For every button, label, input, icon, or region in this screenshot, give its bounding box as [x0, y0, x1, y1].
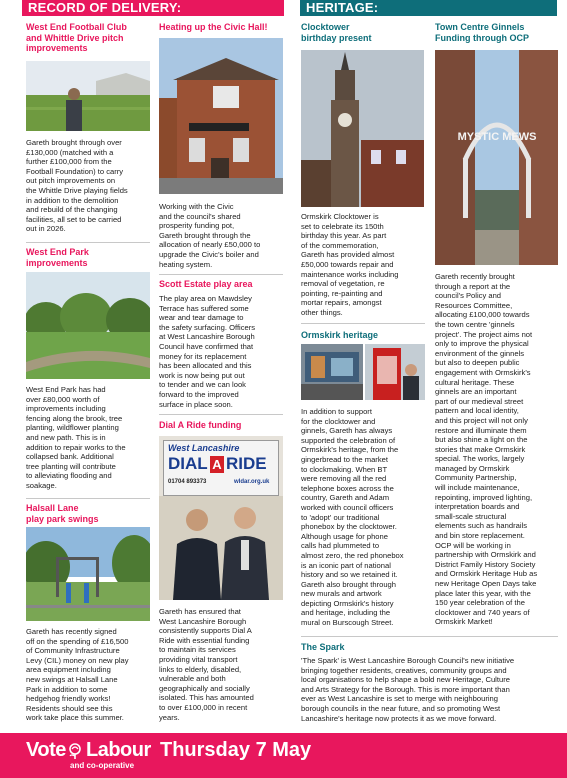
body-line: to 'adopt' our traditional	[301, 512, 380, 522]
sign-text-line-1: West Lancashire	[168, 443, 240, 453]
body-line: council's Policy and	[435, 291, 502, 301]
body-line: prosperity funding pot,	[159, 221, 235, 231]
civic-hall-body	[159, 202, 285, 269]
body-line: mural on Burscough Street.	[301, 618, 394, 628]
coop-name: co-operative	[86, 761, 135, 770]
west-end-park-heading	[26, 247, 150, 268]
body-line: heating system.	[159, 259, 213, 269]
whittle-drive-body	[26, 138, 150, 234]
body-line: new swings at Halsall Lane	[26, 674, 118, 684]
body-line: allocation of nearly £50,000 to	[159, 240, 261, 250]
body-line: and Ormskirk Heritage Hub as	[435, 569, 538, 579]
body-line: Park in addition to some	[26, 684, 108, 694]
body-line: work is now being put out	[159, 370, 245, 380]
labour-text: Labour	[86, 739, 151, 761]
whittle-drive-title-1: West End Football Club	[26, 22, 127, 32]
body-line: through a report at the	[435, 281, 511, 291]
labour-rose-icon	[66, 742, 84, 760]
body-line: depicting Ormskirk's history	[301, 598, 394, 608]
whittle-drive-title-3: improvements	[26, 43, 88, 53]
ormskirk-heritage-title: Ormskirk heritage	[301, 330, 379, 340]
sign-ride: RIDE	[226, 454, 267, 473]
body-line: improvements including	[26, 404, 106, 414]
body-line: to tender and we can look	[159, 380, 246, 390]
footer-banner	[0, 733, 567, 778]
body-line: Working with the Civic	[159, 202, 234, 211]
body-line: Resources Committee,	[435, 300, 513, 310]
body-line: supported the celebration of	[301, 435, 396, 445]
ginnels-body	[435, 272, 559, 627]
body-line: Lancashire's heritage now protects it as we move forward.	[301, 713, 497, 723]
body-line: and this project will not only	[435, 415, 528, 425]
ginnels-title-2: Funding through OCP	[435, 32, 529, 43]
body-line: to maintain its services	[159, 645, 236, 655]
body-line: Ormskirk's heritage, from the	[301, 445, 399, 455]
body-line: out pitch improvements on	[26, 176, 116, 186]
body-line: £130,000 (matched with a	[26, 147, 114, 157]
body-line: Gareth has provided almost	[301, 250, 395, 260]
body-line: Although usage for phone	[301, 531, 388, 541]
halsall-lane-body	[26, 627, 150, 723]
divider	[26, 498, 150, 499]
divider	[159, 414, 283, 415]
body-line: vulnerable and both	[159, 674, 226, 684]
dial-a-ride-photo	[159, 436, 283, 600]
body-line: Gareth also brought through	[301, 579, 396, 589]
body-line: Gareth recently brought	[435, 272, 515, 281]
body-line: other things.	[301, 307, 343, 317]
body-line: ginnels, Gareth has always	[301, 426, 393, 436]
body-line: new Heritage Open Days take	[435, 579, 537, 588]
body-line: addition to repair works to the	[26, 442, 126, 452]
body-line: to clockmaking. When BT	[301, 464, 388, 474]
body-line: facilities, all set to be carried	[26, 214, 122, 224]
body-line: but also to deepen public	[435, 358, 520, 368]
ormskirk-heritage-heading	[301, 330, 425, 341]
body-line: Ride with essential funding	[159, 635, 250, 645]
scott-estate-heading	[159, 279, 285, 290]
body-line: Terrace has suffered some	[159, 303, 249, 313]
mystic-mews-photo	[435, 50, 558, 265]
west-end-park-body	[26, 385, 150, 491]
body-line: money for its replacement	[159, 351, 247, 361]
body-line: tree planting will contribute	[26, 461, 116, 471]
body-line: repointing, improved lighting,	[435, 492, 533, 502]
ginnels-heading	[435, 22, 559, 43]
body-line: isolated. This has amounted	[159, 693, 254, 703]
body-line: 150 year celebration of the	[435, 598, 525, 608]
body-line: telephone boxes across the	[301, 483, 394, 493]
body-line: elements such as handrails	[435, 521, 528, 531]
body-line: the safety surfacing. Officers	[159, 322, 256, 332]
body-line: is an iconic part of national	[301, 560, 391, 570]
body-line: District Family History Society	[435, 559, 536, 569]
clocktower-body	[301, 212, 425, 318]
mural-photo	[301, 344, 363, 400]
body-line: and heritage, including the	[301, 608, 391, 618]
body-line: surface in place soon.	[159, 399, 233, 409]
body-line: of Community Infrastructure	[26, 646, 120, 656]
divider	[159, 274, 283, 275]
body-line: hedgehog friendly works!	[26, 694, 111, 704]
body-line: managed by Ormskirk	[435, 463, 510, 473]
body-line: to over £100,000 in recent	[159, 702, 248, 712]
civic-hall-photo	[159, 38, 283, 194]
scott-estate-body	[159, 294, 285, 409]
body-line: and new path. This is in	[26, 432, 106, 442]
co-operative-text	[70, 761, 134, 770]
whittle-drive-heading	[26, 22, 150, 54]
whittle-drive-title-2: and Whittle Drive pitch	[26, 32, 124, 43]
body-line: for the clocktower and	[301, 416, 376, 426]
body-line: history and so we retained it.	[301, 570, 398, 580]
body-line: Gareth has ensured that	[159, 607, 241, 616]
body-line: soakage.	[26, 480, 57, 490]
body-line: at West Lancashire Borough	[159, 332, 255, 342]
sign-web: wldar.org.uk	[234, 479, 270, 485]
body-line: and bin store replacement.	[435, 531, 525, 541]
body-line: in addition to the demolition	[26, 195, 119, 205]
dial-a-ride-title: Dial A Ride funding	[159, 420, 242, 430]
body-line: country, Gareth and Adam	[301, 493, 390, 503]
the-spark-body	[301, 656, 561, 723]
sign-dial: DIAL	[168, 454, 208, 473]
body-line: gingerbread to the market	[301, 454, 388, 464]
body-line: Gareth brought through over	[26, 138, 122, 147]
body-line: part of our medieval street	[435, 396, 524, 406]
divider	[301, 323, 425, 324]
body-line: will include maintenance,	[435, 483, 520, 493]
ginnels-title-1: Town Centre Ginnels	[435, 22, 525, 32]
body-line: links to elderly, disabled,	[159, 664, 242, 674]
vote-text: Vote	[26, 739, 66, 761]
body-line: fencing along the brook, tree	[26, 413, 123, 423]
body-line: pointing, re-painting and	[301, 288, 383, 298]
record-of-delivery-header: RECORD OF DELIVERY:	[22, 0, 284, 16]
body-line: Football Foundation) to carry	[26, 166, 124, 176]
body-line: phonebox by the clocktower.	[301, 522, 397, 532]
body-line: set to celebrate its 150th	[301, 221, 384, 231]
body-line: off on the spending of £16,500	[26, 636, 129, 646]
dial-a-ride-sign	[163, 440, 279, 496]
body-line: work take place this summer.	[26, 713, 124, 723]
body-line: and rebuild of the changing	[26, 205, 118, 215]
body-line: environment of the ginnels	[435, 348, 525, 358]
body-line: In addition to support	[301, 407, 372, 416]
body-line: interpretation boards and	[435, 502, 520, 512]
body-line: almost zero, the red phonebox	[301, 550, 404, 560]
divider	[26, 242, 150, 243]
body-line: allocating £100,000 towards	[435, 310, 530, 320]
body-line: Gareth has recently signed	[26, 627, 117, 636]
body-line: consistently supports Dial A	[159, 626, 252, 636]
body-line: to alleviating flooding and	[26, 471, 112, 481]
dial-a-ride-body	[159, 607, 285, 722]
body-line: restore and illuminate them	[435, 425, 527, 435]
body-line: area equipment including	[26, 665, 111, 675]
west-end-park-title-2: improvements	[26, 257, 88, 268]
clocktower-heading	[301, 22, 425, 43]
body-line: upgrade the Civic's boiler and	[159, 249, 259, 259]
body-line: partnership with Ormskirk and	[435, 550, 536, 560]
body-line: Council have confirmed that	[159, 341, 254, 351]
body-line: special. The works, largely	[435, 454, 525, 464]
civic-hall-heading	[159, 22, 285, 33]
body-line: geographically and socially	[159, 683, 250, 693]
body-line: ginnels are an important	[435, 387, 517, 397]
halsall-lane-title-2: play park swings	[26, 513, 99, 524]
sign-phone: 01704 893373	[168, 479, 207, 485]
clocktower-title-2: birthday present	[301, 32, 372, 43]
body-line: providing vital transport	[159, 654, 238, 664]
halsall-lane-photo	[26, 527, 150, 621]
body-line: out in 2026.	[26, 224, 66, 234]
heritage-header: HERITAGE:	[300, 0, 557, 16]
the-spark-heading	[301, 642, 558, 653]
ormskirk-heritage-body	[301, 407, 425, 628]
west-end-park-title-1: West End Park	[26, 247, 89, 257]
dial-a-ride-heading	[159, 420, 285, 431]
body-line: mortar repairs, amongst	[301, 298, 382, 308]
body-line: years.	[159, 712, 180, 722]
body-line: West End Park has had	[26, 385, 106, 394]
body-line: Community Partnership,	[435, 473, 517, 483]
clocktower-photo	[301, 50, 424, 207]
body-line: maintenance works including	[301, 269, 399, 279]
body-line: bringing together residents, creatives, community groups and	[301, 665, 507, 675]
election-date: Thursday 7 May	[160, 739, 312, 761]
body-line: birthday this year. As part	[301, 231, 387, 241]
body-line: Residents should see this	[26, 703, 113, 713]
body-line: further £100,000 from the	[26, 157, 112, 167]
body-line: Ormskirk Market!	[435, 617, 493, 627]
divider	[301, 636, 558, 637]
body-line: place later this year, with the	[435, 588, 531, 598]
body-line: OCP will be working in	[435, 540, 511, 550]
body-line: small-scale structural	[435, 511, 507, 521]
body-line: Levy (CIL) money on new play	[26, 655, 129, 665]
body-line: and Arts Strategy for the Borough. This is more important than	[301, 684, 510, 694]
west-end-park-photo	[26, 272, 150, 379]
body-line: removal of vegetation, re	[301, 279, 385, 289]
body-line: stories that make Ormskirk	[435, 444, 526, 454]
body-line: borough councils in the near future, and so promoting West	[301, 703, 501, 713]
body-line: The play area on Mawdsley	[159, 294, 252, 303]
body-line: local organisations to help shape a bold new Heritage, Culture	[301, 675, 510, 685]
halsall-lane-heading	[26, 503, 150, 524]
body-line: has been allocated and this	[159, 361, 252, 371]
body-line: engagement with Ormskirk's	[435, 367, 531, 377]
body-line: Gareth brought through the	[159, 230, 251, 240]
body-line: calls had plummeted to	[301, 541, 380, 551]
body-line: the town centre 'ginnels	[435, 319, 515, 329]
football-pitch-photo	[26, 61, 150, 131]
coop-and: and	[70, 761, 85, 770]
body-line: £50,000 towards repair and	[301, 259, 394, 269]
body-line: forward to the improved	[159, 389, 239, 399]
body-line: Ormskirk Clocktower is	[301, 212, 379, 221]
phonebox-photo	[365, 344, 425, 400]
body-line: new murals and artwork	[301, 589, 382, 599]
civic-hall-title: Heating up the Civic Hall!	[159, 22, 268, 32]
body-line: but also shine a light on the	[435, 435, 528, 445]
body-line: planting, wildflower planting	[26, 423, 119, 433]
body-line: 'The Spark' is West Lancashire Borough Council's new initiative	[301, 656, 515, 665]
scott-estate-title: Scott Estate play area	[159, 279, 253, 289]
body-line: worked with council officers	[301, 502, 394, 512]
body-line: pattern and local identity,	[435, 406, 519, 416]
body-line: ever as West Lancashire is set to merge with neighbouring	[301, 694, 498, 704]
body-line: and the council's shared	[159, 211, 241, 221]
halsall-lane-title-1: Halsall Lane	[26, 503, 79, 513]
clocktower-title-1: Clocktower	[301, 22, 350, 32]
body-line: West Lancashire Borough	[159, 616, 247, 626]
body-line: project'. The project aims not	[435, 329, 533, 339]
body-line: were removing all the red	[301, 474, 387, 484]
sign-a: A	[210, 456, 224, 473]
arch-sign-text: MYSTIC MEWS	[457, 131, 537, 143]
body-line: only to improve the physical	[435, 339, 529, 349]
body-line: wear and tear damage to	[159, 313, 244, 323]
body-line: of the commemoration,	[301, 240, 379, 250]
body-line: the Whittle Drive playing fields	[26, 185, 128, 195]
body-line: cultural heritage. These	[435, 377, 515, 387]
the-spark-title: The Spark	[301, 642, 345, 652]
body-line: clocktower and 740 years of	[435, 607, 530, 617]
body-line: collapsed bank. Additional	[26, 452, 114, 462]
body-line: over £80,000 worth of	[26, 394, 100, 404]
